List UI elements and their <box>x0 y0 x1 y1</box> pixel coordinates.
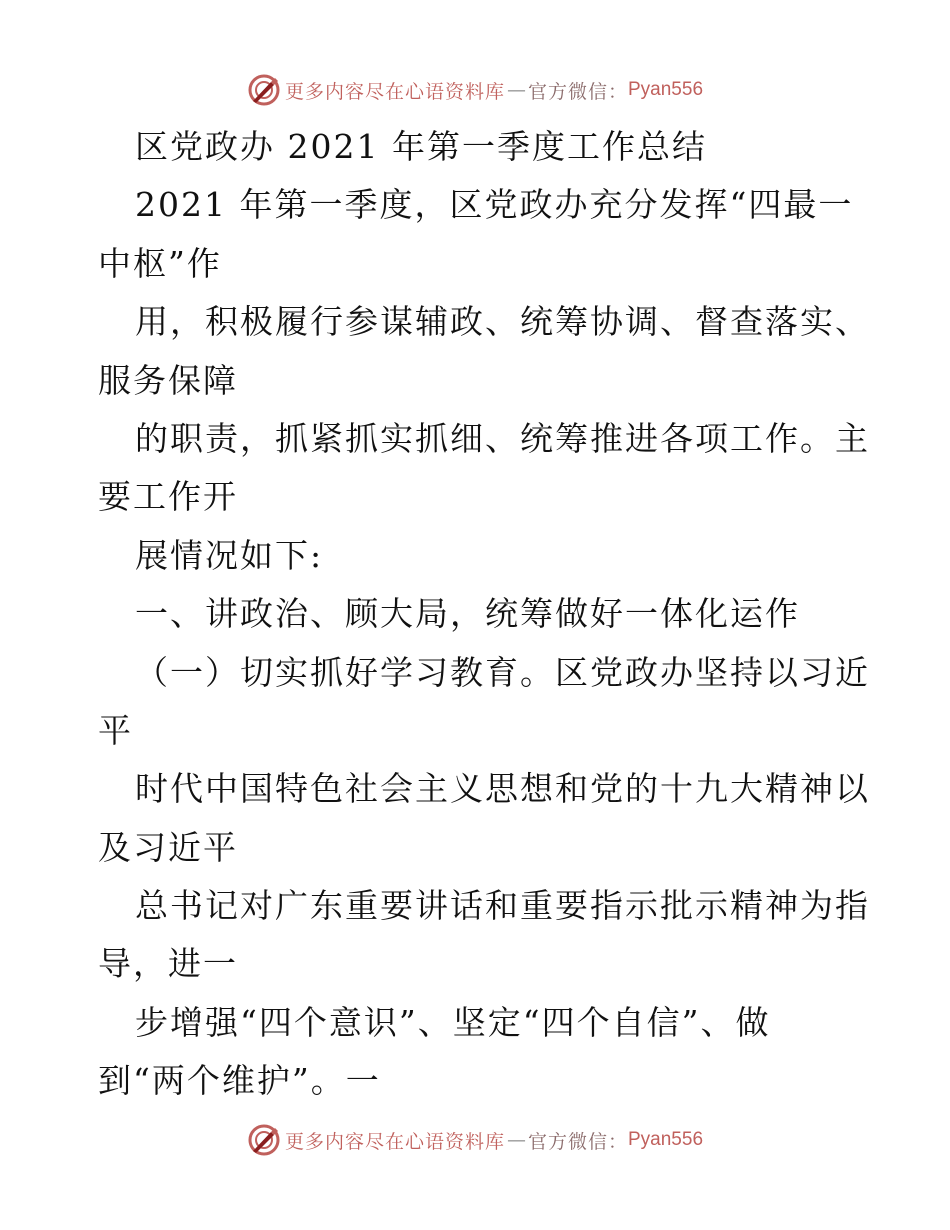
banner-main-text: 更多内容尽在心语资料库 <box>284 1130 505 1153</box>
banner-wechat-id: Pyan556 <box>628 79 704 100</box>
paragraph-line: 展情况如下: <box>135 535 324 575</box>
banner-sub-text: 官方微信： <box>527 1130 628 1153</box>
header-watermark-banner <box>0 70 950 110</box>
paragraph-line: 用，积极履行参谋辅政、统筹协调、督查落实、 <box>135 302 870 342</box>
paragraph-line: 总书记对广东重要讲话和重要指示批示精神为指 <box>135 886 870 926</box>
paragraph-line: 2021 年第一季度，区党政办充分发挥“四最一 <box>135 185 854 225</box>
banner-main-text: 更多内容尽在心语资料库 <box>284 80 505 103</box>
paragraph-line: 到“两个维护”。一 <box>98 1061 381 1101</box>
paragraph-line: 及习近平 <box>98 827 238 867</box>
paragraph-line: 步增强“四个意识”、坚定“四个自信”、做 <box>135 1002 771 1042</box>
paragraph-line: （一）切实抓好学习教育。区党政办坚持以习近 <box>135 652 870 692</box>
pen-logo-icon <box>247 73 281 107</box>
paragraph-line: 的职责，抓紧抓实抓细、统筹推进各项工作。主 <box>135 418 870 458</box>
paragraph-line: 平 <box>98 710 133 750</box>
banner-dash: — <box>506 79 526 101</box>
document-title: 区党政办 2021 年第一季度工作总结 <box>135 127 707 166</box>
paragraph-line: 导，进一 <box>98 944 238 984</box>
banner-sub-text: 官方微信： <box>527 80 628 103</box>
document-body <box>98 118 868 1111</box>
paragraph-line: 要工作开 <box>98 477 238 517</box>
banner-dash: — <box>506 1129 526 1151</box>
banner-wechat-id: Pyan556 <box>628 1129 704 1150</box>
pen-logo-icon <box>247 1123 281 1157</box>
paragraph-line: 时代中国特色社会主义思想和党的十九大精神以 <box>135 769 870 809</box>
footer-watermark-banner <box>0 1120 950 1160</box>
paragraph-line: 服务保障 <box>98 360 238 400</box>
section-heading: 一、讲政治、顾大局，统筹做好一体化运作 <box>135 594 800 634</box>
paragraph-line: 中枢”作 <box>98 243 222 283</box>
